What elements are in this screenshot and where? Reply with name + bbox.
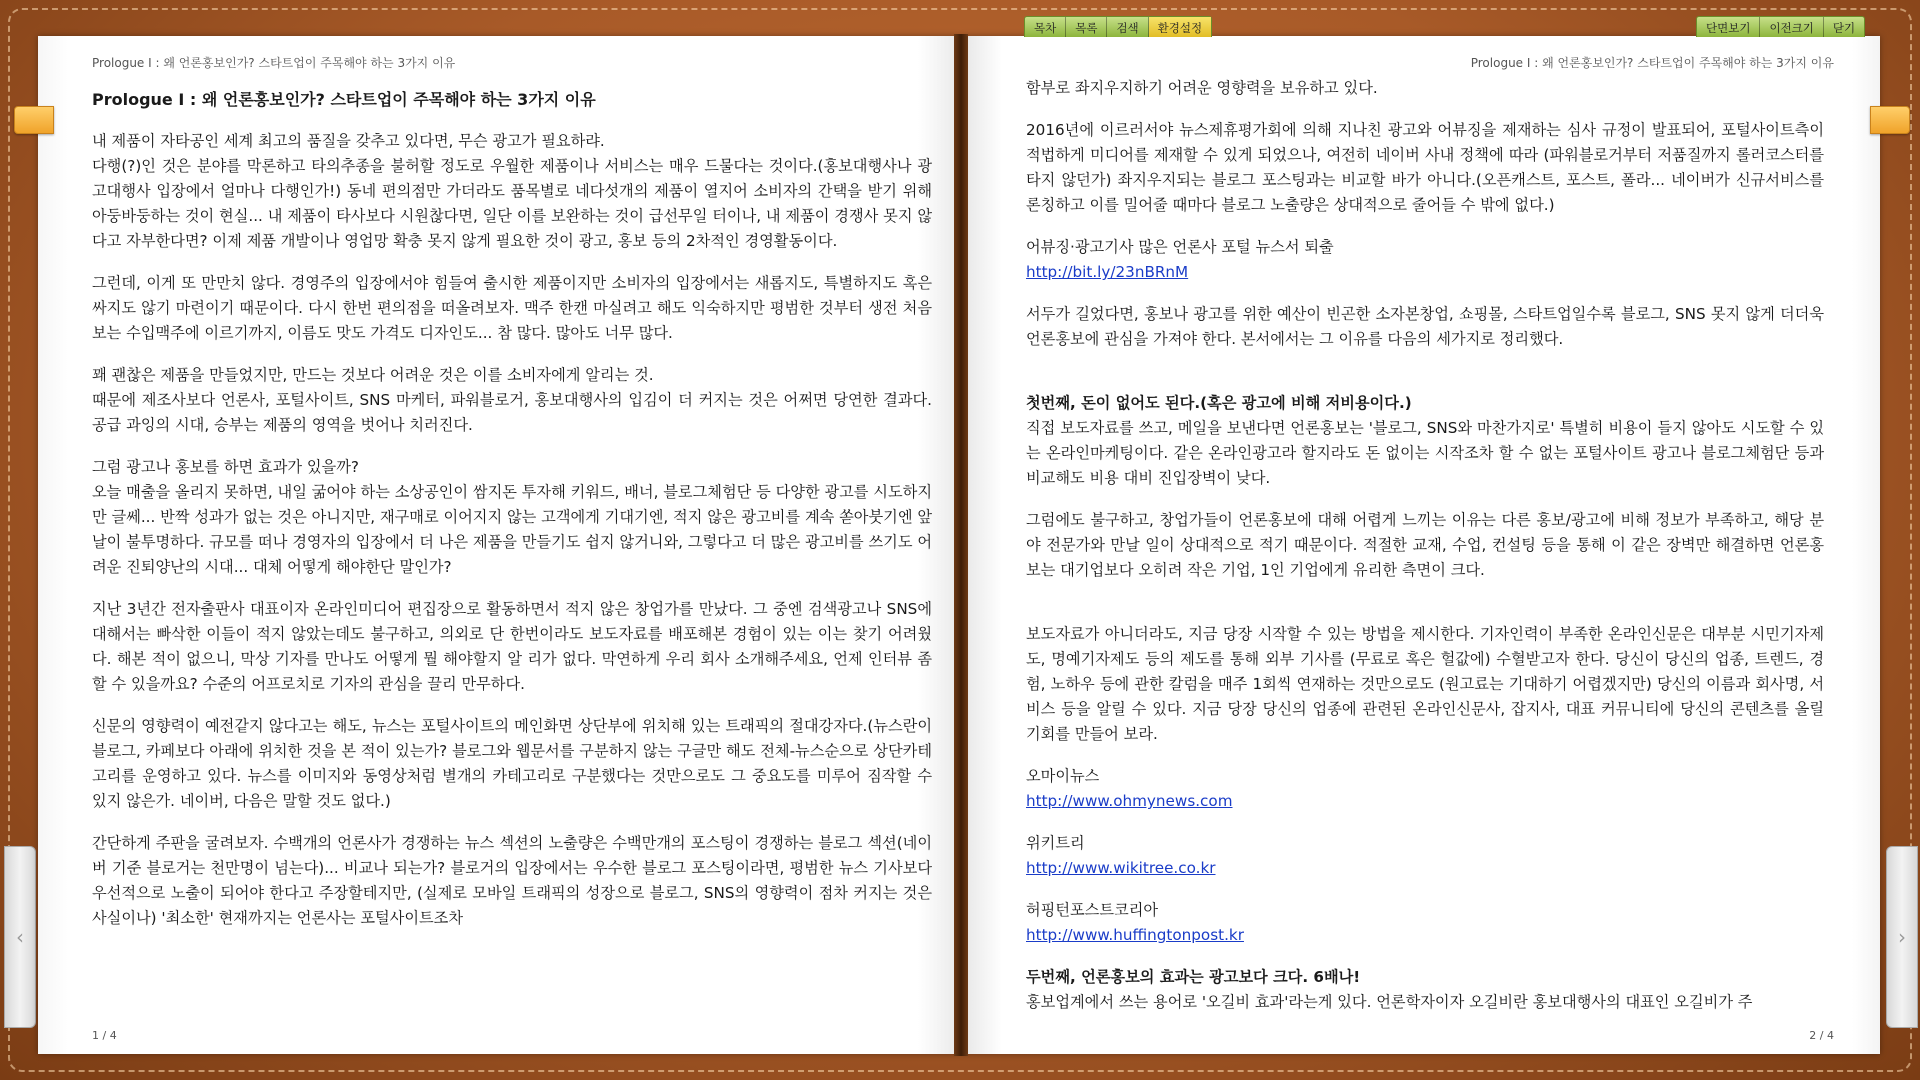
left-page-running-header: Prologue Ⅰ : 왜 언론홍보인가? 스타트업이 주목해야 하는 3가지 이유 <box>92 56 456 70</box>
chevron-left-icon: ‹ <box>16 925 24 949</box>
paragraph: 서두가 길었다면, 홍보나 광고를 위한 예산이 빈곤한 소자본창업, 쇼핑몰, 스타트업일수록 블로그, SNS 못지 않게 더더욱 언론홍보에 관심을 가져야 한다. 본서에서는 그 이유를 다음의 세가지로 정리했다. <box>1026 305 1824 348</box>
paragraph: 간단하게 주판을 굴려보자. 수백개의 언론사가 경쟁하는 뉴스 섹션의 노출량은 수백만개의 포스팅이 경쟁하는 블로그 섹션(네이버 기준 블로거는 천만명이 넘는다)... 비교나 되는가? 블로거의 입장에서는 우수한 블로그 포스팅이라면, 평범한 뉴스 기사보다 우선적으로 노출이 되어야 한다고 주장할테지만, (실제로 모바일 트래픽의 성장으로 블로그, SNS의 영향력이 점차 커지는 것은 사실이나) '최소한' 현재까지는 언론사는 포털사이트조차 <box>92 834 932 927</box>
right-page <box>962 36 1880 1054</box>
site-name: 오마이뉴스 <box>1026 767 1100 785</box>
site-link[interactable]: http://www.wikitree.co.kr <box>1026 859 1216 877</box>
tab-settings[interactable]: 환경설정 <box>1149 17 1211 37</box>
book-spine <box>954 34 968 1056</box>
paragraph: 직접 보도자료를 쓰고, 메일을 보낸다면 언론홍보는 '블로그, SNS와 마찬가지로' 특별히 비용이 들지 않아도 시도할 수 있는 온라인마케팅이다. 같은 온라인광고라 할지라도 돈 없이는 시작조차 할 수 없는 포털사이트 광고나 블로그체험단 등과 비교해도 비용 대비 진입장벽이 낮다. <box>1026 419 1824 487</box>
single-page-view-button[interactable]: 단면보기 <box>1697 17 1760 37</box>
left-bookmark-tab[interactable] <box>14 106 54 134</box>
paragraph: 2016년에 이르러서야 뉴스제휴평가회에 의해 지나친 광고와 어뷰징을 제재하는 심사 규정이 발표되어, 포털사이트측이 적법하게 미디어를 제재할 수 있게 되었으나, 여전히 네이버 사내 정책에 따라 (파워블로거부터 저품질까지 롤러코스터를 타지 않던가) 좌지우지되는 블로그 포스팅과는 비교할 바가 아니다.(오픈캐스트, 포스트, 폴라... 네이버가 신규서비스를 론칭하고 이를 밀어줄 때마다 블로그 노출량은 상대적으로 줄어들 수 밖에 없다.) <box>1026 121 1824 214</box>
paragraph: 그런데, 이게 또 만만치 않다. 경영주의 입장에서야 힘들여 출시한 제품이지만 소비자의 입장에서는 새롭지도, 특별하지도 혹은 싸지도 않기 마련이기 때문이다. 다시 한번 편의점을 떠올려보자. 맥주 한캔 마실려고 해도 익숙하지만 평범한 것부터 생전 처음 보는 수입맥주에 이르기까지, 이름도 맛도 가격도 디자인도... 참 많다. 많아도 너무 많다. <box>92 274 932 342</box>
chapter-title: Prologue Ⅰ : 왜 언론홍보인가? 스타트업이 주목해야 하는 3가지 이유 <box>92 90 596 109</box>
right-page-content <box>1026 76 1824 1032</box>
article-link-label: 어뷰징·광고기사 많은 언론사 포털 뉴스서 퇴출 <box>1026 238 1334 256</box>
paragraph: 꽤 괜찮은 제품을 만들었지만, 만드는 것보다 어려운 것은 이를 소비자에게 알리는 것. 때문에 제조사보다 언론사, 포털사이트, SNS 마케터, 파워블로거, 홍보대행사의 입김이 더 커지는 것은 어쩌면 당연한 결과다. 공급 과잉의 시대, 승부는 제품의 영역을 벗어나 치러진다. <box>92 366 932 434</box>
site-name: 허핑턴포스트코리아 <box>1026 901 1159 919</box>
paragraph: 그럼에도 불구하고, 창업가들이 언론홍보에 대해 어렵게 느끼는 이유는 다른 홍보/광고에 비해 정보가 부족하고, 해당 분야 전문가와 만날 일이 상대적으로 적기 때문이다. 적절한 교재, 수업, 컨설팅 등을 통해 이 같은 장벽만 해결하면 언론홍보는 대기업보다 오히려 작은 기업, 1인 기업에게 유리한 측면이 크다. <box>1026 511 1824 579</box>
paragraph: 신문의 영향력이 예전같지 않다고는 해도, 뉴스는 포털사이트의 메인화면 상단부에 위치해 있는 트래픽의 절대강자다.(뉴스란이 블로그, 카페보다 아래에 위치한 것을 본 적이 있는가? 블로그와 웹문서를 구분하지 않는 구글만 해도 전체-뉴스순으로 상단카테고리를 운영하고 있다. 뉴스를 이미지와 동영상처럼 별개의 카테고리로 구분했다는 것만으로도 그 중요도를 미루어 짐작할 수 있지 않은가. 네이버, 다음은 말할 것도 없다.) <box>92 717 932 810</box>
previous-size-button[interactable]: 이전크기 <box>1760 17 1823 37</box>
next-page-handle[interactable] <box>1886 846 1918 1028</box>
right-page-running-header: Prologue Ⅰ : 왜 언론홍보인가? 스타트업이 주목해야 하는 3가지 이유 <box>1470 56 1834 70</box>
paragraph: 홍보업계에서 쓰는 용어로 '오길비 효과'라는게 있다. 언론학자이자 오길비란 홍보대행사의 대표인 오길비가 주 <box>1026 993 1753 1011</box>
section-heading: 두번째, 언론홍보의 효과는 광고보다 크다. 6배나! <box>1026 968 1361 986</box>
left-page <box>38 36 960 1054</box>
right-bookmark-tab[interactable] <box>1870 106 1910 134</box>
paragraph: 함부로 좌지우지하기 어려운 영향력을 보유하고 있다. <box>1026 79 1378 97</box>
view-control-tabs <box>1696 16 1865 37</box>
site-link[interactable]: http://www.ohmynews.com <box>1026 792 1233 810</box>
tab-table-of-contents[interactable]: 목차 <box>1025 17 1066 37</box>
chevron-right-icon: › <box>1898 925 1906 949</box>
paragraph: 그럼 광고나 홍보를 하면 효과가 있을까? 오늘 매출을 올리지 못하면, 내일 굶어야 하는 소상공인이 쌈지돈 투자해 키워드, 배너, 블로그체험단 등 다양한 광고를 시도하지만 글쎄... 반짝 성과가 없는 것은 아니지만, 재구매로 이어지지 않는 고객에게 기대기엔, 적지 않은 광고비를 계속 쏟아붓기엔 앞날이 불투명하다. 규모를 떠나 경영자의 입장에서 더 나은 제품을 만들기도 쉽지 않거니와, 그렇다고 더 많은 광고비를 쓰기도 어려운 진퇴양난의 시대... 대체 어떻게 해야한단 말인가? <box>92 458 932 576</box>
site-name: 위키트리 <box>1026 834 1085 852</box>
section-heading: 첫번째, 돈이 없어도 된다.(혹은 광고에 비해 저비용이다.) <box>1026 394 1412 412</box>
close-button[interactable]: 닫기 <box>1832 21 1856 35</box>
tab-list[interactable]: 목록 <box>1066 17 1107 37</box>
left-page-number: 1 / 4 <box>92 1029 117 1042</box>
paragraph: 내 제품이 자타공인 세계 최고의 품질을 갖추고 있다면, 무슨 광고가 필요하랴. 다행(?)인 것은 분야를 막론하고 타의추종을 불허할 정도로 우월한 제품이나 서비스는 매우 드물다는 것이다.(홍보대행사나 광고대행사 입장에서 얼마나 다행인가!) 동네 편의점만 가더라도 품목별로 네다섯개의 제품이 열지어 소비자의 간택을 받기 위해 아둥바둥하는 것이 현실... 내 제품이 타사보다 시원찮다면, 일단 이를 보완하는 것이 급선무일 터이나, 내 제품이 경쟁사 못지 않다고 자부한다면? 이제 제품 개발이나 영업망 확충 못지 않게 필요한 것이 광고, 홍보 등의 2차적인 경영활동이다. <box>92 132 932 250</box>
site-link[interactable]: http://www.huffingtonpost.kr <box>1026 926 1244 944</box>
right-page-number: 2 / 4 <box>1809 1029 1834 1042</box>
navigation-tabs <box>1024 16 1212 37</box>
tab-search[interactable]: 검색 <box>1107 17 1148 37</box>
paragraph: 지난 3년간 전자출판사 대표이자 온라인미디어 편집장으로 활동하면서 적지 않은 창업가를 만났다. 그 중엔 검색광고나 SNS에 대해서는 빠삭한 이들이 적지 않았는데도 불구하고, 의외로 단 한번이라도 보도자료를 배포해본 경험이 있는 이는 찾기 어려웠다. 해본 적이 없으니, 막상 기자를 만나도 어떻게 뭘 해야할지 알 리가 없다. 막연하게 우리 회사 소개해주세요, 언제 인터뷰 좀 할 수 있을까요? 수준의 어프로치로 기자의 관심을 끌리 만무하다. <box>92 600 932 693</box>
paragraph: 보도자료가 아니더라도, 지금 당장 시작할 수 있는 방법을 제시한다. 기자인력이 부족한 온라인신문은 대부분 시민기자제도, 명예기자제도 등의 제도를 통해 외부 기사를 (무료로 혹은 헐값에) 수혈받고자 한다. 당신이 당신의 업종, 트렌드, 경험, 노하우 등에 관한 칼럼을 매주 1회씩 연재하는 것만으로도 (원고료는 기대하기 어렵겠지만) 당신의 이름과 회사명, 서비스 등을 알릴 수 있다. 지금 당장 당신의 업종에 관련된 온라인신문사, 잡지사, 대표 커뮤니티에 당신의 콘텐츠를 올릴 기회를 만들어 보라. <box>1026 625 1824 743</box>
left-page-content <box>92 86 932 948</box>
previous-page-handle[interactable] <box>4 846 36 1028</box>
article-link[interactable]: http://bit.ly/23nBRnM <box>1026 263 1189 281</box>
